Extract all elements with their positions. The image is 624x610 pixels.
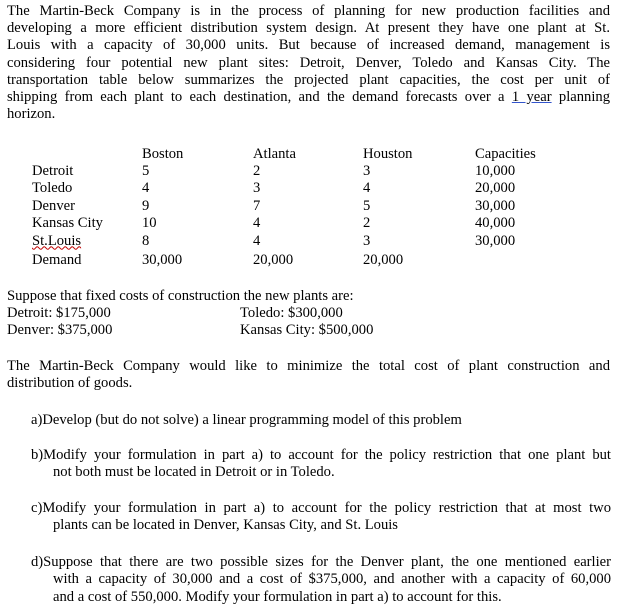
col-header-capacities: Capacities (475, 146, 536, 162)
col-header-houston: Houston (363, 146, 413, 162)
question-a (31, 412, 611, 429)
one-year-link-text: 1 year (511, 89, 552, 106)
demand-cell: 20,000 (253, 252, 294, 268)
question-line: and a cost of 550,000. Modify your formulation in part a) to account for this. (53, 588, 502, 605)
demand-cell: 20,000 (363, 252, 404, 268)
capacity-cell: 40,000 (475, 215, 516, 232)
intro-paragraph (7, 3, 610, 123)
objective-line: distribution of goods. (7, 375, 133, 392)
question-d (31, 554, 611, 606)
question-line: a)Develop (but do not solve) a linear programming model of this problem (31, 412, 462, 428)
cost-cell: 3 (253, 180, 261, 197)
capacity-cell: 20,000 (475, 180, 516, 197)
cost-cell: 10 (142, 215, 157, 232)
intro-line-part: planning (551, 89, 610, 106)
demand-cell: 30,000 (142, 252, 183, 268)
fixed-cost-denver: Denver: $375,000 (7, 322, 113, 338)
cost-cell: 4 (142, 180, 150, 197)
intro-line-with-link (7, 89, 610, 106)
question-b (31, 447, 611, 482)
question-line: not both must be located in Detroit or in Toledo. (53, 464, 335, 481)
objective-line: The Martin-Beck Company would like to minimize the total cost of plant construction and (7, 358, 610, 374)
row-label-detroit: Detroit (32, 163, 74, 179)
cost-cell: 4 (253, 232, 261, 249)
question-line: b)Modify your formulation in part a) to account for the policy restriction that one plant but (31, 447, 611, 463)
question-line: c)Modify your formulation in part a) to account for the policy restriction that at most two (31, 500, 611, 516)
row-label-denver: Denver (32, 197, 75, 214)
question-line: with a capacity of 30,000 and a cost of $375,000, and another with a capacity of 60,000 (53, 571, 611, 588)
row-label-kansas-city: Kansas City (32, 215, 103, 232)
fixed-cost-detroit: Detroit: $175,000 (7, 305, 111, 321)
col-header-atlanta: Atlanta (253, 146, 296, 162)
fixed-cost-toledo: Toledo: $300,000 (240, 305, 343, 321)
intro-line-part: shipping from each plant to each destination, and the demand forecasts over a (7, 89, 512, 106)
intro-line: considering four potential new plant sites: Detroit, Denver, Toledo and Kansas City. The (7, 54, 610, 71)
question-line: d)Suppose that there are two possible sizes for the Denver plant, the one mentioned earlier (31, 554, 611, 570)
cost-cell: 2 (253, 163, 261, 179)
cost-cell: 8 (142, 232, 150, 249)
intro-line: The Martin-Beck Company is in the process of planning for new production facilities and (7, 3, 610, 19)
intro-line: transportation table below summarizes the projected plant capacities, the cost per unit of (7, 71, 610, 88)
capacity-cell: 10,000 (475, 163, 516, 179)
cost-cell: 3 (363, 232, 371, 249)
question-c (31, 500, 611, 535)
capacity-cell: 30,000 (475, 232, 516, 249)
fixed-cost-kansas-city: Kansas City: $500,000 (240, 322, 374, 338)
cost-cell: 5 (142, 163, 150, 179)
fixed-costs-heading: Suppose that fixed costs of construction the new plants are: (7, 288, 354, 304)
cost-cell: 5 (363, 197, 371, 214)
question-line: plants can be located in Denver, Kansas City, and St. Louis (53, 517, 398, 534)
objective-paragraph (7, 358, 610, 392)
cost-cell: 9 (142, 197, 150, 214)
cost-cell: 4 (253, 215, 261, 232)
intro-line: horizon. (7, 106, 56, 123)
row-label-st-louis: St.Louis (32, 232, 82, 249)
intro-line: Louis with a capacity of 30,000 units. But because of increased demand, management is (7, 37, 610, 54)
cost-cell: 7 (253, 197, 261, 214)
col-header-boston: Boston (142, 146, 184, 162)
intro-line: developing a more efficient distribution system design. At present they have one plant at St. (7, 20, 610, 37)
capacity-cell: 30,000 (475, 197, 516, 214)
cost-cell: 3 (363, 163, 371, 179)
row-label-toledo: Toledo (32, 180, 73, 197)
cost-cell: 4 (363, 180, 371, 197)
cost-cell: 2 (363, 215, 371, 232)
row-label-demand: Demand (32, 252, 82, 268)
